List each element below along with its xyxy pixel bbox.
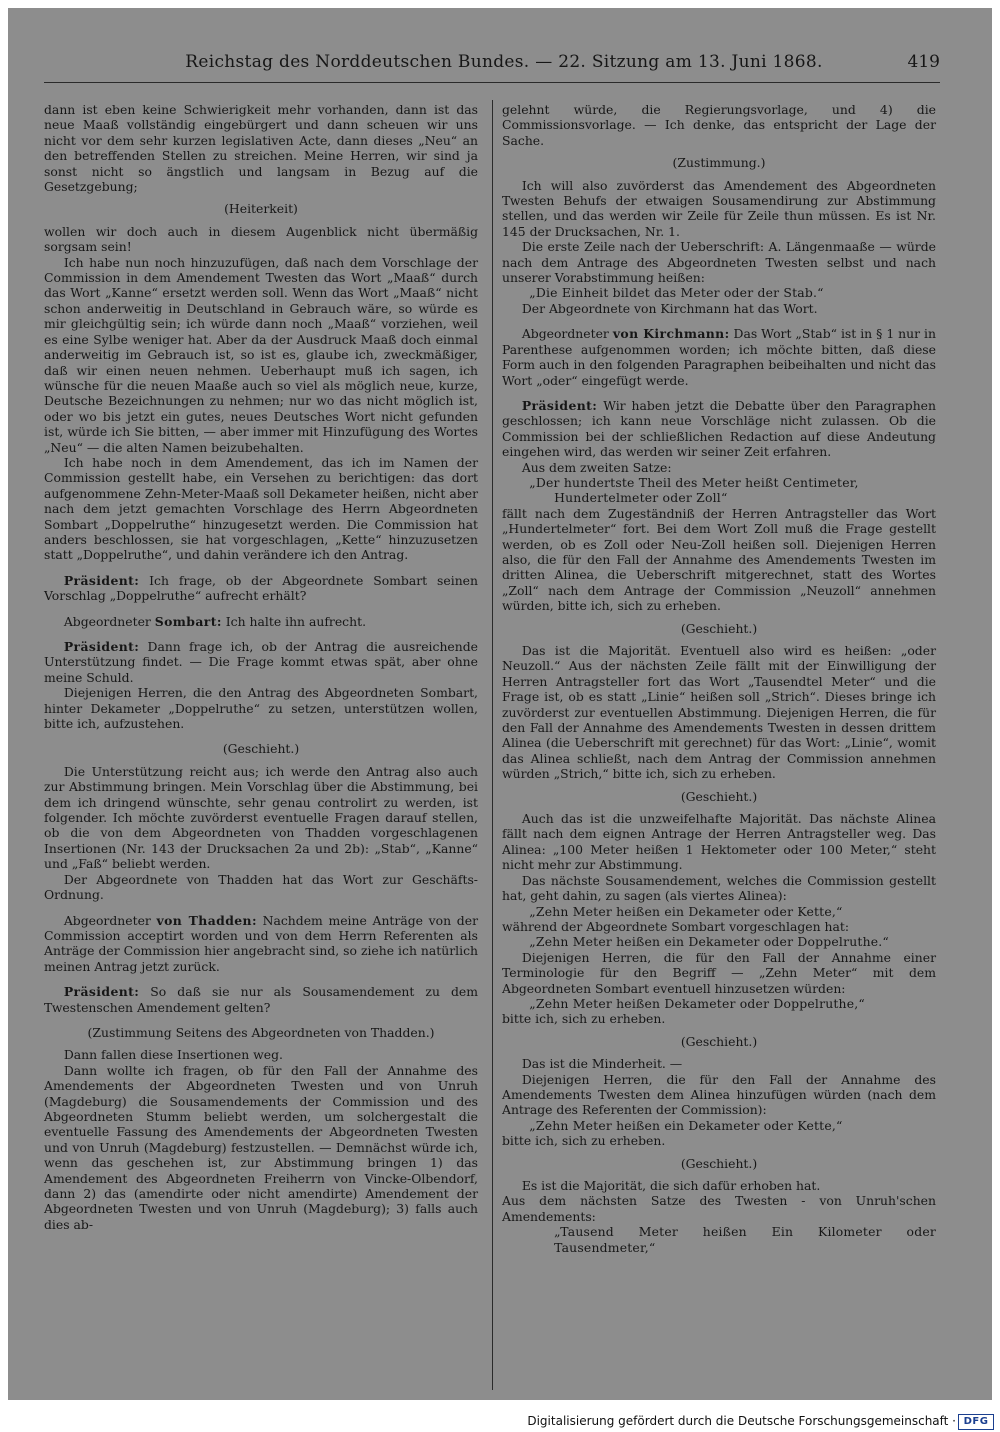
paragraph: Diejenigen Herren, die für den Fall der Annahme einer Terminologie für den Begriff — „Zehn Meter“ mit dem Abgeordneten Sombart eventuell hinzusetzen würden:: [502, 949, 936, 996]
speech-paragraph: [44, 573, 478, 604]
speech-paragraph: [44, 913, 478, 975]
speech-paragraph: [44, 614, 478, 629]
stage-direction: (Zustimmung Seitens des Abgeordneten von Thadden.): [87, 1024, 435, 1040]
speech-paragraph: [502, 326, 936, 388]
speech-text: Nachdem meine Anträge von der Commission acceptirt worden und von dem Herrn Referenten als Anträge der Commission hier angebracht sind, so ziehe ich natürlich meinen Antrag jetzt zurück.: [44, 912, 478, 974]
paragraph: Aus dem nächsten Satze des Twesten - von Unruh'schen Amendements:: [502, 1193, 936, 1224]
paragraph: Die erste Zeile nach der Ueberschrift: A. Längenmaaße — würde nach dem Antrage des Abgeordneten Twesten selbst und nach unserer Vorabstimmung heißen:: [502, 239, 936, 286]
speaker-prefix: Abgeordneter: [521, 326, 613, 342]
paragraph: gelehnt würde, die Regierungsvorlage, und 4) die Commissionsvorlage. — Ich denke, das entspricht der Lage der Sache.: [502, 102, 936, 148]
quoted-text: „Zehn Meter heißen ein Dekameter oder Doppelruthe.“: [529, 934, 889, 950]
column-divider: [492, 100, 493, 1390]
speech-text: Das Wort „Stab“ ist in § 1 nur in Parenthese aufgenommen worden; ich möchte bitten, daß diese Form auch in den folgenden Paragraphen beibeihalten und nicht das Wort „oder“ eingefügt werde.: [502, 326, 936, 388]
speaker-prefix: Abgeordneter: [63, 613, 155, 629]
paragraph: Auch das ist die unzweifelhafte Majorität. Das nächste Alinea fällt nach dem eignen Antrage der Herren Antragsteller weg. Das Alinea: „100 Meter heißen 1 Hektometer oder 100 Meter,“ steht nicht mehr zur Abstimmung.: [502, 811, 936, 873]
speaker-prefix: Abgeordneter: [63, 912, 157, 928]
speaker-name: von Thadden:: [156, 912, 257, 928]
paragraph: Der Abgeordnete von Thadden hat das Wort zur Geschäfts-Ordnung.: [44, 871, 478, 903]
speech-text: Ich frage, ob der Abgeordnete Sombart seinen Vorschlag „Doppelruthe“ aufrecht erhält?: [44, 572, 478, 604]
paragraph: Ich habe nun noch hinzuzufügen, daß nach dem Vorschlage der Commission in dem Amendement Twesten das Wort „Maaß“ durch das Wort „Kanne“ ersetzt werden soll. Wenn das Wort „Maaß“ nicht schon anderweitig in Deutschland in Gebrauch wäre, so würde es mir gleichgültig sein; ich würde dann noch „Maaß“ vorziehen, weil es eine Sylbe weniger hat. Aber da der Ausdruck Maaß doch einmal anderweitig im Gebrauch ist, so ist es, glaube ich, zweckmäßiger, daß wir einen neuen nehmen. Ueberhaupt muß ich sagen, ich wünsche für die neuen Maaße auch so viel als möglich neue, kurze, Deutsche Bezeichnungen zu nehmen; nur wo das nicht möglich ist, oder wo bis jetzt ein gutes, neues Deutsches Wort nicht gefunden ist, würde ich Sie bitten, — aber immer mit Hinzufügung des Wortes „Neu“ — die alten Namen beizubehalten.: [44, 254, 478, 455]
paragraph: Dann wollte ich fragen, ob für den Fall der Annahme des Amendements der Abgeordneten Twesten und von Unruh (Magdeburg) die Sousamendements der Commission und des Abgeordneten Stumm beliebt werden, um solchergestalt die eventuelle Fassung des Amendements der Abgeordneten Twesten und von Unruh (Magdeburg) festzustellen. — Demnächst würde ich, wenn das geschehen ist, zur Abstimmung bringen 1) das Amendement des Abgeordneten Freiherrn von Vincke-Olbendorf, dann 2) das (amendirte oder nicht amendirte) Amendement der Abgeordneten Twesten und von Unruh (Magdeburg); 3) falls auch dies ab-: [44, 1062, 478, 1232]
speaker-name: Präsident:: [63, 639, 140, 654]
funding-credit: Digitalisierung gefördert durch die Deutsche Forschungsgemeinschaft ·: [527, 1414, 956, 1428]
speech-text: Ich halte ihn aufrecht.: [221, 613, 367, 629]
page-number: 419: [907, 52, 940, 72]
quoted-text: „Zehn Meter heißen Dekameter oder Doppelruthe,“: [529, 995, 865, 1011]
scanned-page: [8, 8, 992, 1400]
speech-text: Dann frage ich, ob der Antrag die ausreichende Unterstützung findet. — Die Frage kommt etwas spät, aber ohne meine Schuld.: [44, 639, 478, 685]
quoted-text: „Tausend Meter heißen Ein Kilometer oder Tausendmeter,“: [554, 1224, 936, 1255]
paragraph: Diejenigen Herren, die für den Fall der Annahme des Amendements Twesten dem Alinea hinzufügen würden (nach dem Antrage des Referenten der Commission):: [502, 1071, 936, 1118]
paragraph: Ich will also zuvörderst das Amendement des Abgeordneten Twesten Behufs der etwaigen Sousamendirung zur Abstimmung stellen, und das werden wir Zeile für Zeile thun müssen. Es ist Nr. 145 der Drucksachen, Nr. 1.: [502, 177, 936, 239]
left-column: [44, 102, 478, 1232]
stage-direction: (Geschieht.): [680, 1033, 758, 1049]
stage-direction: (Zustimmung.): [672, 155, 766, 171]
paragraph: Die Unterstützung reicht aus; ich werde den Antrag also auch zur Abstimmung bringen. Mein Vorschlag über die Abstimmung, bei dem ich dringend wünschte, sehr genau controlirt zu werden, ist folgender. Ich möchte zuvörderst eventuelle Fragen darauf stellen, ob die von dem Abgeordneten von Thadden vorgeschlagenen Insertionen (Nr. 143 der Drucksachen 2a und 2b): „Stab“, „Kanne“ und „Faß“ beliebt werden.: [44, 763, 478, 872]
running-header: [44, 52, 940, 83]
paragraph: Ich habe noch in dem Amendement, das ich im Namen der Commission gestellt habe, ein Versehen zu berichtigen: das dort aufgenommene Zehn-Meter-Maaß soll Dekameter heißen, nicht aber nach dem jetzt gemachten Vorschlage des Herrn Abgeordneten Sombart „Doppelruthe“ hinzugesetzt werden. Die Commission hat anders beschlossen, sie hat vorgeschlagen, „Kette“ hinzuzusetzen statt „Doppelruthe“, und dahin verändere ich den Antrag.: [44, 454, 478, 563]
paragraph: bitte ich, sich zu erheben.: [502, 1011, 666, 1027]
stage-direction: (Geschieht.): [680, 1155, 758, 1171]
paragraph: Diejenigen Herren, die den Antrag des Abgeordneten Sombart, hinter Dekameter „Doppelruthe“ zu setzen, unterstützen wollen, bitte ich, aufzustehen.: [44, 685, 478, 732]
dfg-logo: DFG: [958, 1414, 994, 1430]
paragraph: während der Abgeordnete Sombart vorgeschlagen hat:: [502, 918, 850, 934]
speech-text: Wir haben jetzt die Debatte über den Paragraphen geschlossen; ich kann neue Vorschläge nicht zulassen. Ob die Commission bei der schließlichen Redaction auf diese Andeutung eingehen wird, das werden wir seiner Zeit erfahren.: [502, 397, 936, 460]
right-column: [502, 102, 936, 1255]
stage-direction: (Heiterkeit): [224, 201, 298, 217]
stage-direction: (Geschieht.): [680, 620, 758, 636]
paragraph: Aus dem zweiten Satze:: [521, 459, 672, 475]
speech-paragraph: [502, 398, 936, 460]
quoted-text: Hundertelmeter oder Zoll“: [554, 490, 728, 506]
speaker-name: Präsident:: [521, 397, 598, 413]
speech-text: So daß sie nur als Sousamendement zu dem Twestenschen Amendement gelten?: [44, 984, 478, 1015]
speaker-name: Präsident:: [63, 572, 140, 588]
paragraph: fällt nach dem Zugeständniß der Herren Antragsteller das Wort „Hundertelmeter“ fort. Bei dem Wort Zoll muß die Frage gestellt werden, ob es Zoll oder Neu-Zoll heißen soll. Diejenigen Herren also, die für den Fall der Annahme des Amendements Twesten im dritten Alinea, die Ueberschrift mitgerechnet, statt des Wortes „Zoll“ nach dem Antrage der Commission „Neuzoll“ annehmen würden, bitte ich, sich zu erheben.: [502, 505, 936, 614]
paragraph: Das ist die Majorität. Eventuell also wird es heißen: „oder Neuzoll.“ Aus der nächsten Zeile fällt mit der Einwilligung der Herren Antragsteller fort das Wort „Tausendtel Meter“ und die Frage ist, ob es statt „Linie“ heißen soll „Strich“. Dieses bringe ich zuvörderst zur eventuellen Abstimmung. Diejenigen Herren, die für den Fall der Annahme des Amendements Twesten in dessen drittem Alinea (die Ueberschrift mit gerechnet) für das Wort: „Linie“, womit das Alinea schließt, nach dem Antrag der Commission annehmen würden „Strich,“ bitte ich, sich zu erheben.: [502, 643, 936, 782]
speech-paragraph: [44, 639, 478, 685]
paragraph: dann ist eben keine Schwierigkeit mehr vorhanden, dann ist das neue Maaß vollständig eingebürgert und dann scheuen wir uns nicht vor dem sehr kurzen legislativen Acte, dann dieses „Neu“ an den betreffenden Stellen zu streichen. Meine Herren, wir sind ja sonst nicht so ängstlich und langsam in Bezug auf die Gesetzgebung;: [44, 102, 478, 195]
quoted-text: „Der hundertste Theil des Meter heißt Centimeter,: [529, 474, 859, 490]
speech-paragraph: [44, 984, 478, 1015]
stage-direction: (Geschieht.): [680, 788, 758, 804]
paragraph: wollen wir doch auch in diesem Augenblick nicht übermäßig sorgsam sein!: [44, 223, 478, 255]
paragraph: Es ist die Majorität, die sich dafür erhoben hat.: [521, 1178, 821, 1193]
paragraph: Das ist die Minderheit. —: [521, 1056, 683, 1072]
paragraph: Der Abgeordnete von Kirchmann hat das Wort.: [521, 300, 818, 316]
paragraph: Dann fallen diese Insertionen weg.: [63, 1047, 283, 1063]
speaker-name: von Kirchmann:: [612, 326, 730, 342]
speaker-name: Sombart:: [154, 613, 222, 629]
speaker-name: Präsident:: [63, 984, 140, 1000]
paragraph: bitte ich, sich zu erheben.: [502, 1133, 666, 1149]
digitization-footer: [0, 1412, 1000, 1432]
paragraph: Das nächste Sousamendement, welches die Commission gestellt hat, geht dahin, zu sagen (als viertes Alinea):: [502, 872, 936, 904]
quoted-text: „Zehn Meter heißen ein Dekameter oder Kette,“: [529, 1117, 843, 1133]
quoted-text: „Die Einheit bildet das Meter oder der Stab.“: [529, 285, 824, 301]
stage-direction: (Geschieht.): [222, 741, 300, 757]
quoted-text: „Zehn Meter heißen ein Dekameter oder Kette,“: [529, 903, 843, 919]
header-title: Reichstag des Norddeutschen Bundes. — 22. Sitzung am 13. Juni 1868.: [185, 52, 823, 72]
